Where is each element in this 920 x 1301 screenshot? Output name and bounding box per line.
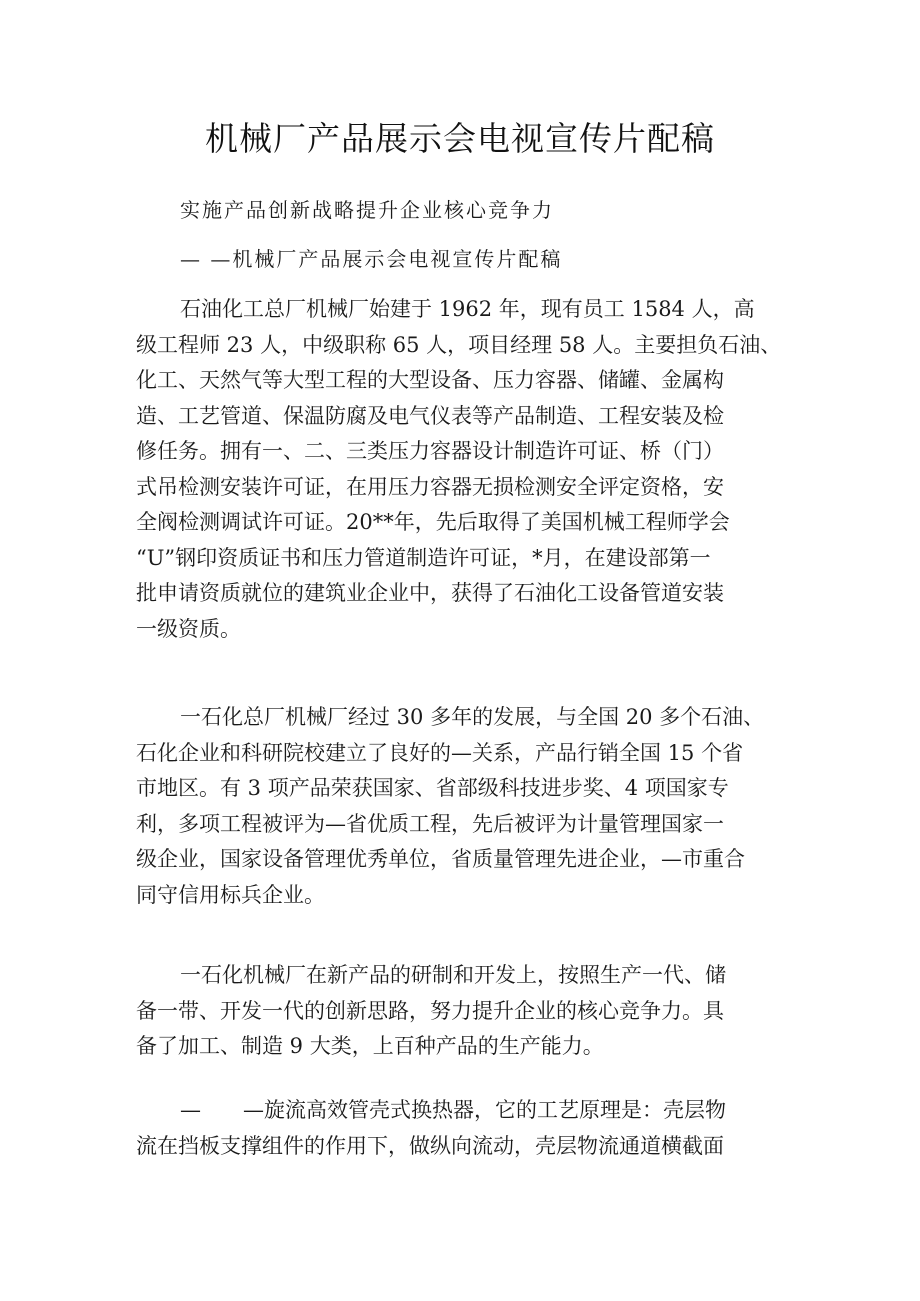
paragraph-line: 利，多项工程被评为—省优质工程，先后被评为计量管理国家一 — [136, 811, 724, 836]
paragraph-line: 同守信用标兵企业。 — [136, 882, 325, 907]
paragraph-line: “U”钢印资质证书和压力管道制造许可证，*月，在建设部第一 — [136, 545, 711, 570]
paragraph-1 — [136, 292, 792, 647]
paragraph-line: 化工、天然气等大型工程的大型设备、压力容器、储罐、金属构 — [136, 368, 724, 392]
paragraph-line: 一级资质。 — [136, 616, 241, 641]
paragraph-4 — [136, 1093, 792, 1164]
paragraph-line: 备了加工、制造 9 大类，上百种产品的生产能力。 — [136, 1034, 604, 1058]
paragraph-line: 造、工艺管道、保温防腐及电气仪表等产品制造、工程安装及检 — [136, 403, 724, 428]
paragraph-line: 式吊检测安装许可证，在用压力容器无损检测安全评定资格，安 — [136, 474, 724, 499]
document-subtitle: 实施产品创新战略提升企业核心竞争力 — [180, 198, 554, 222]
paragraph-line: 流在挡板支撑组件的作用下，做纵向流动，壳层物流通道横截面 — [136, 1133, 724, 1158]
paragraph-line: — —旋流高效管壳式换热器，它的工艺原理是：壳层物 — [180, 1098, 726, 1122]
paragraph-line: 级工程师 23 人，中级职称 65 人，项目经理 58 人。主要担负石油、 — [136, 332, 782, 357]
paragraph-line: 石油化工总厂机械厂始建于 1962 年，现有员工 1584 人，高 — [180, 297, 755, 321]
paragraph-line: 修任务。拥有一、二、三类压力容器设计制造许可证、桥（门） — [136, 439, 724, 463]
paragraph-2 — [136, 700, 792, 913]
paragraph-line: 一石化总厂机械厂经过 30 多年的发展，与全国 20 多个石油、 — [180, 705, 765, 729]
paragraph-3 — [136, 958, 792, 1065]
paragraph-line: 一石化机械厂在新产品的研制和开发上，按照生产一代、储 — [180, 963, 726, 987]
document-title: 机械厂产品展示会电视宣传片配稿 — [205, 119, 715, 158]
paragraph-line: 批申请资质就位的建筑业企业中，获得了石油化工设备管道安装 — [136, 581, 724, 605]
paragraph-line: 全阀检测调试许可证。20**年，先后取得了美国机械工程师学会 — [136, 510, 730, 534]
document-byline: — —机械厂产品展示会电视宣传片配稿 — [180, 247, 563, 271]
paragraph-line: 石化企业和科研院校建立了良好的—关系，产品行销全国 15 个省 — [136, 740, 744, 765]
paragraph-line: 备一带、开发一代的创新思路，努力提升企业的核心竞争力。具 — [136, 998, 724, 1023]
paragraph-line: 市地区。有 3 项产品荣获国家、省部级科技进步奖、4 项国家专 — [136, 776, 729, 800]
paragraph-line: 级企业，国家设备管理优秀单位，省质量管理先进企业，—市重合 — [136, 847, 745, 871]
